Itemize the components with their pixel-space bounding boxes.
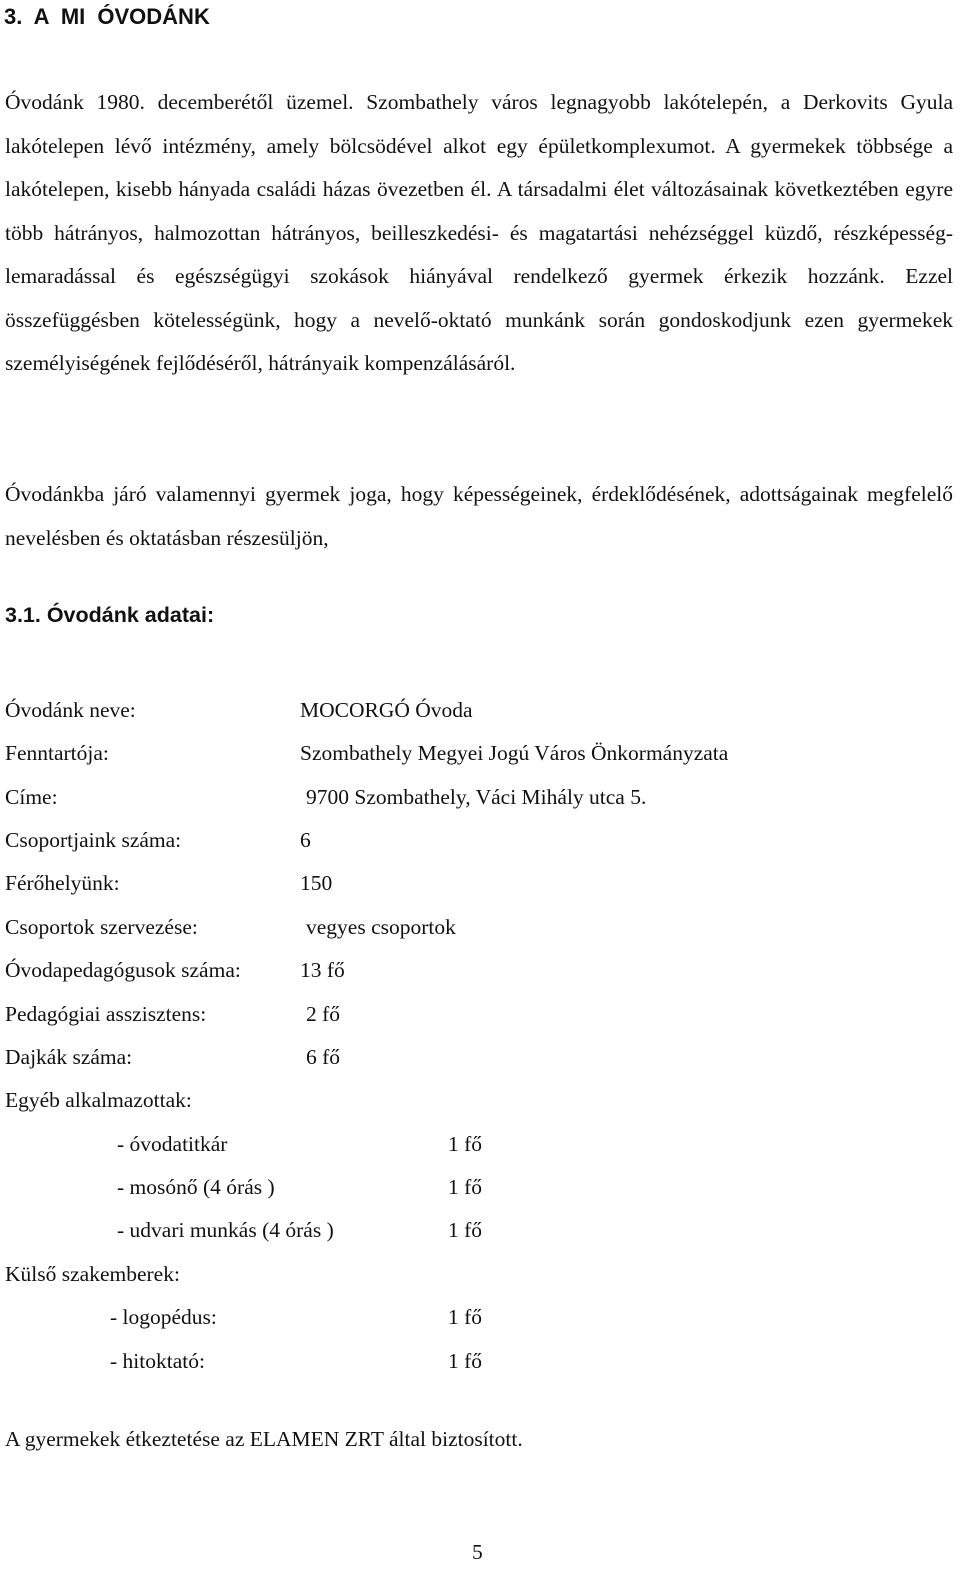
info-label-assistants: Pedagógiai asszisztens: bbox=[5, 1002, 207, 1026]
other-staff-value-laundry: 1 fő bbox=[448, 1175, 483, 1199]
catering-note: A gyermekek étkeztetése az ELAMEN ZRT által biztosított. bbox=[5, 1427, 523, 1451]
other-staff-label-laundry: - mosónő (4 órás ) bbox=[117, 1175, 275, 1199]
external-label: Külső szakemberek: bbox=[5, 1262, 180, 1286]
section-title: 3. A MI ÓVODÁNK bbox=[4, 4, 210, 29]
external-label-speech: - logopédus: bbox=[110, 1305, 217, 1329]
info-label-address: Címe: bbox=[5, 785, 58, 809]
intro-paragraph: Óvodánk 1980. decemberétől üzemel. Szombathely város legnagyobb lakótelepén, a Derkovits Gyula lakótelepen lévő intézmény, amely bölcsödével alkot egy épületkomplexumot. A gyermekek többsége a lakótelepen, kisebb hányada családi házas övezetben él. A társadalmi élet változásainak következtében egyre több hátrányos, halmozottan hátrányos, beilleszkedési- és magatartási nehézséggel küzdő, részképesség-lemaradással és egészségügyi szokások hiányával rendelkező gyermek érkezik hozzánk. Ezzel összefüggésben kötelességünk, hogy a nevelő-oktató munkánk során gondoskodjunk ezen gyermekek személyiségének fejlődéséről, hátrányaik kompenzálásáról. bbox=[5, 90, 953, 375]
other-staff-label-secretary: - óvodatitkár bbox=[117, 1132, 228, 1156]
info-value-name: MOCORGÓ Óvoda bbox=[300, 698, 473, 722]
info-label-nannies: Dajkák száma: bbox=[5, 1045, 133, 1069]
info-value-nannies: 6 fő bbox=[306, 1045, 341, 1069]
external-label-religion: - hitoktató: bbox=[110, 1349, 205, 1373]
other-staff-label: Egyéb alkalmazottak: bbox=[5, 1088, 192, 1112]
info-label-capacity: Férőhelyünk: bbox=[5, 871, 120, 895]
info-label-teachers: Óvodapedagógusok száma: bbox=[5, 958, 241, 982]
info-value-address: 9700 Szombathely, Váci Mihály utca 5. bbox=[306, 785, 647, 809]
info-label-maintainer: Fenntartója: bbox=[5, 741, 109, 765]
external-value-speech: 1 fő bbox=[448, 1305, 483, 1329]
page-number: 5 bbox=[472, 1540, 483, 1564]
info-label-name: Óvodánk neve: bbox=[5, 698, 136, 722]
info-value-teachers: 13 fő bbox=[300, 958, 345, 982]
info-value-assistants: 2 fő bbox=[306, 1002, 341, 1026]
info-value-maintainer: Szombathely Megyei Jogú Város Önkormányzata bbox=[300, 741, 729, 765]
other-staff-value-secretary: 1 fő bbox=[448, 1132, 483, 1156]
rights-paragraph: Óvodánkba járó valamennyi gyermek joga, hogy képességeinek, érdeklődésének, adottságainak megfelelő nevelésben és oktatásban részesüljön, bbox=[5, 482, 953, 550]
other-staff-label-yard: - udvari munkás (4 órás ) bbox=[117, 1218, 334, 1242]
info-label-groups: Csoportjaink száma: bbox=[5, 828, 182, 852]
info-value-groups: 6 bbox=[300, 828, 311, 852]
info-value-organization: vegyes csoportok bbox=[306, 915, 456, 939]
external-value-religion: 1 fő bbox=[448, 1349, 483, 1373]
other-staff-value-yard: 1 fő bbox=[448, 1218, 483, 1242]
info-label-organization: Csoportok szervezése: bbox=[5, 915, 198, 939]
subsection-title: 3.1. Óvodánk adatai: bbox=[5, 603, 215, 627]
info-value-capacity: 150 bbox=[300, 871, 333, 895]
